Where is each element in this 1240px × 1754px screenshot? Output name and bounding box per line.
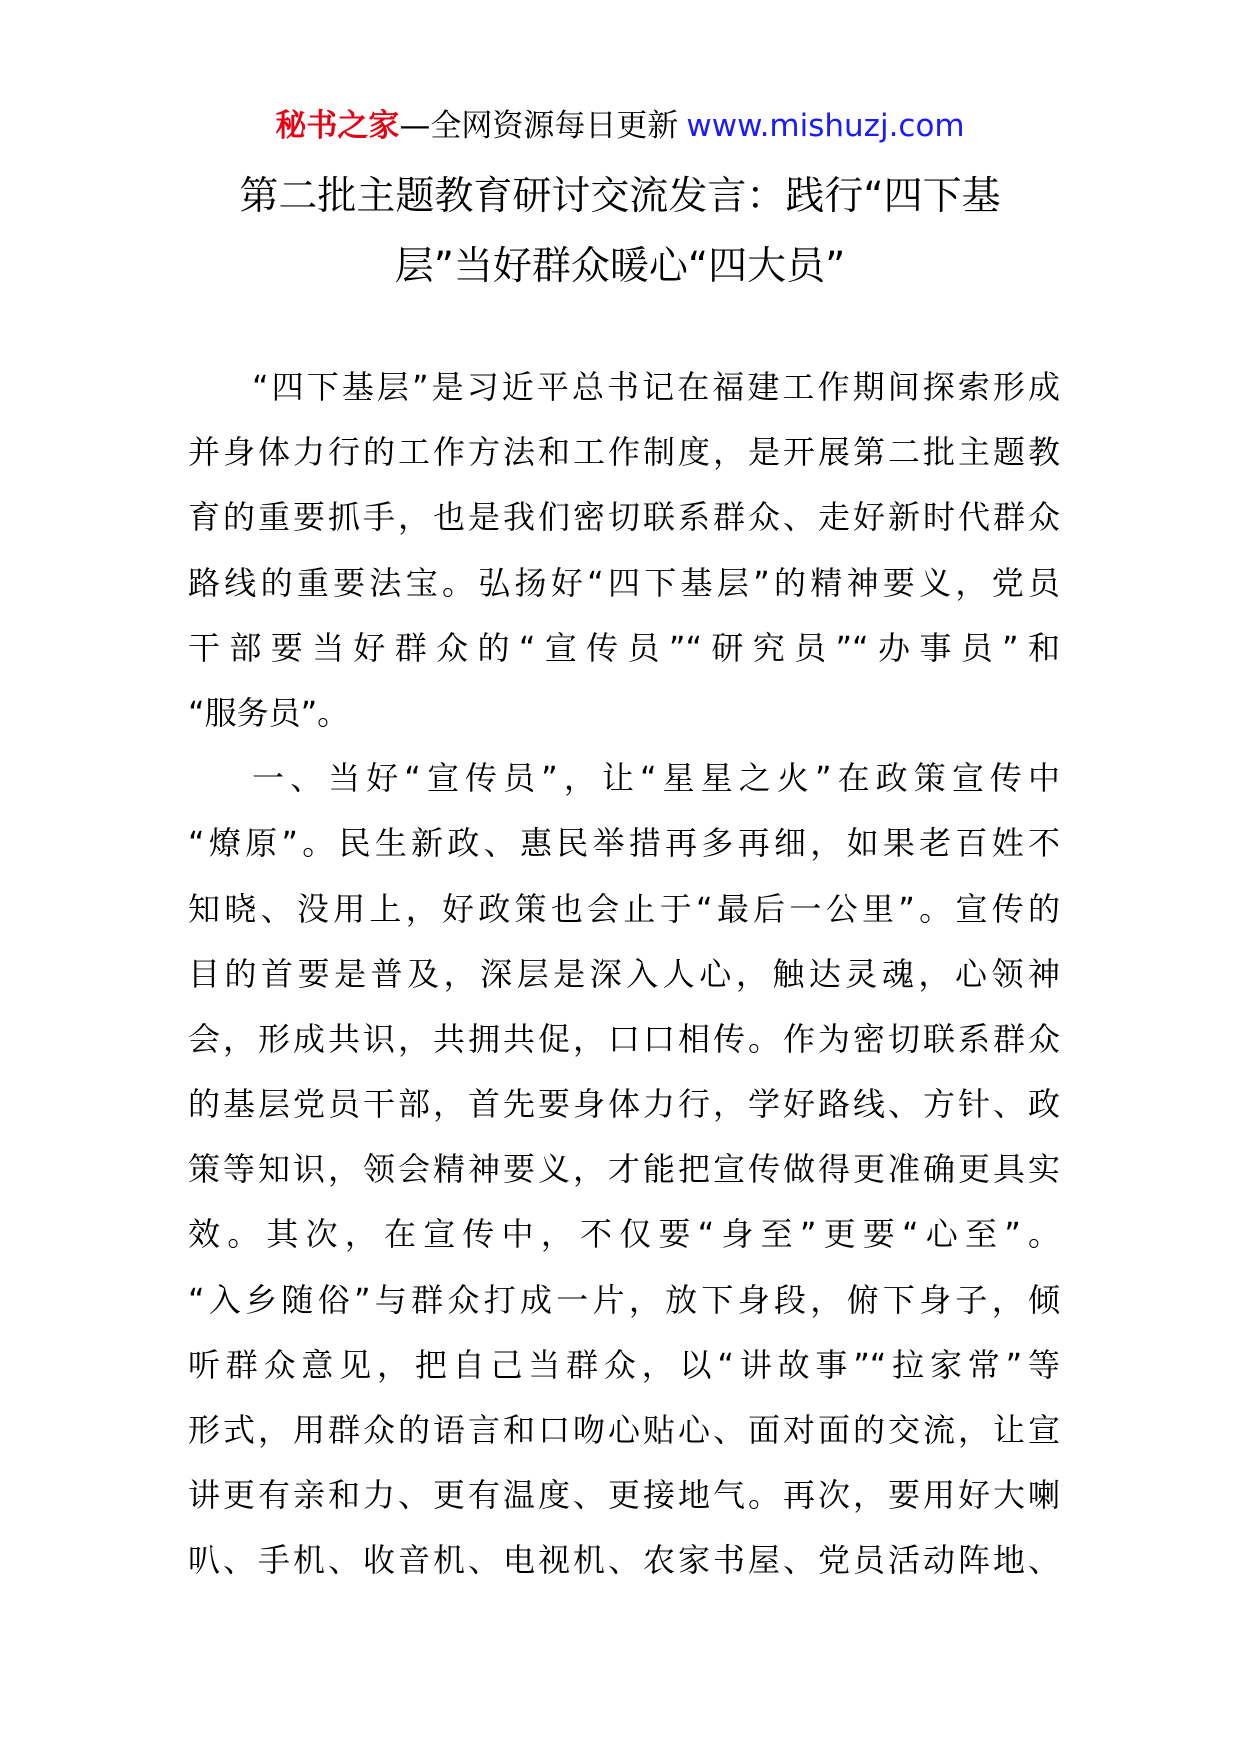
document-title (150, 162, 1090, 302)
body-line: 的基层党员干部，首先要身体力行，学好路线、方针、政 (188, 1085, 1060, 1124)
body-line: 一、当好“宣传员”，让“星星之火”在政策宣传中 (252, 759, 1060, 798)
document-body (188, 355, 1060, 1594)
body-line: 并身体力行的工作方法和工作制度，是开展第二批主题教 (188, 433, 1060, 472)
body-line: 讲更有亲和力、更有温度、更接地气。再次，要用好大喇 (188, 1476, 1060, 1515)
site-header (0, 103, 1240, 149)
body-line: 目的首要是普及，深层是深入人心，触达灵魂，心领神 (188, 954, 1060, 993)
site-brand: 秘书之家 (275, 108, 400, 144)
body-line: 形式，用群众的语言和口吻心贴心、面对面的交流，让宣 (188, 1411, 1060, 1449)
body-line: 策等知识，领会精神要义，才能把宣传做得更准确更具实 (188, 1150, 1060, 1189)
body-line: 干部要当好群众的“宣传员”“研究员”“办事员”和 (188, 628, 1060, 667)
body-line: 育的重要抓手，也是我们密切联系群众、走好新时代群众 (188, 498, 1060, 537)
body-line: “入乡随俗”与群众打成一片，放下身段，俯下身子，倾 (188, 1280, 1060, 1319)
body-line: 叭、手机、收音机、电视机、农家书屋、党员活动阵地、 (188, 1541, 1060, 1580)
body-line: 效。其次，在宣传中，不仅要“身至”更要“心至”。 (188, 1215, 1060, 1254)
body-line: 会，形成共识，共拥共促，口口相传。作为密切联系群众 (188, 1019, 1060, 1058)
body-line: “四下基层”是习近平总书记在福建工作期间探索形成 (252, 368, 1060, 406)
body-line: 知晓、没用上，好政策也会止于“最后一公里”。宣传的 (188, 889, 1060, 928)
site-url-link[interactable]: www.mishuzj.com (686, 108, 965, 144)
document-title-line: 层”当好群众暖心“四大员” (394, 244, 846, 289)
body-line: 听群众意见，把自己当群众，以“讲故事”“拉家常”等 (188, 1345, 1060, 1384)
body-line: 路线的重要法宝。弘扬好“四下基层”的精神要义，党员 (188, 563, 1060, 602)
body-line: “服务员”。 (188, 693, 350, 732)
site-tagline: —全网资源每日更新 (399, 108, 679, 144)
document-title-line: 第二批主题教育研讨交流发言：践行“四下基 (239, 174, 1001, 219)
body-line: “燎原”。民生新政、惠民举措再多再细，如果老百姓不 (188, 824, 1060, 863)
